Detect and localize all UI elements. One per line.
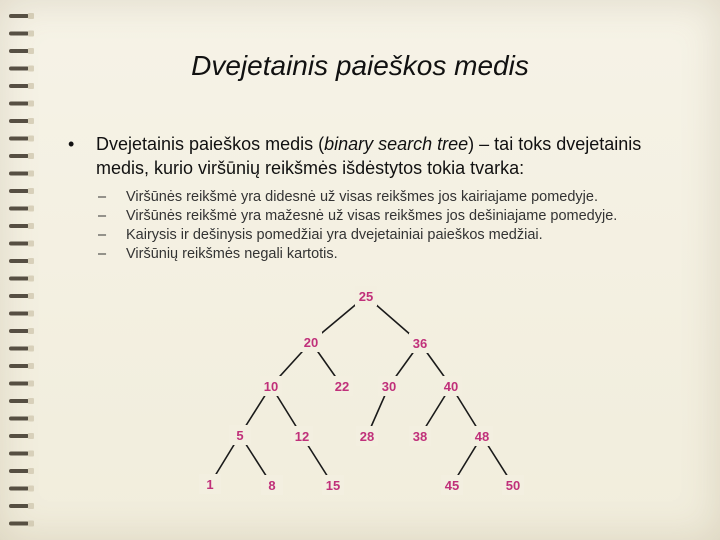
sub-bullet-text: Viršūnės reikšmė yra didesnė už visas reikšmes jos kairiajame pomedyje. [126, 189, 598, 205]
tree-node-36 [409, 333, 431, 353]
tree-node-label: 5 [236, 428, 244, 443]
slide-title: Dvejetainis paieškos medis [191, 50, 529, 81]
tree-node-label: 36 [412, 336, 428, 351]
bullet-text-before: Dvejetainis paieškos medis ( [96, 134, 325, 154]
sub-bullet-text: Viršūnių reikšmės negali kartotis. [126, 246, 338, 262]
tree-node-28 [356, 426, 378, 446]
tree-node-label: 1 [206, 477, 214, 492]
tree-node-label: 15 [325, 478, 341, 493]
tree-node-1 [199, 474, 221, 494]
sub-bullet-text: Kairysis ir dešinysis pomedžiai yra dvejetainiai paieškos medžiai. [126, 227, 543, 243]
bullet-text-italic: binary search tree [324, 134, 469, 154]
tree-node-label: 22 [334, 379, 350, 394]
tree-node-label: 50 [505, 478, 521, 493]
tree-node-10 [260, 376, 282, 396]
tree-node-label: 10 [263, 379, 279, 394]
sub-bullet-marker: – [98, 189, 107, 205]
tree-node-label: 8 [268, 478, 276, 493]
tree-node-12 [291, 426, 313, 446]
tree-node-label: 20 [303, 335, 319, 350]
tree-node-label: 40 [443, 379, 459, 394]
tree-node-label: 25 [358, 289, 374, 304]
tree-node-label: 30 [381, 379, 397, 394]
tree-node-38 [409, 426, 431, 446]
tree-node-8 [261, 475, 283, 495]
sub-bullet-text: Viršūnės reikšmė yra mažesnė už visas reikšmes jos dešiniajame pomedyje. [126, 208, 618, 224]
tree-node-30 [378, 376, 400, 396]
sub-bullet-marker: – [98, 208, 107, 224]
sub-bullet-marker: – [98, 246, 107, 262]
tree-node-25 [355, 286, 377, 306]
tree-node-48 [471, 426, 493, 446]
tree-node-label: 48 [474, 429, 490, 444]
tree-node-label: 12 [294, 429, 310, 444]
tree-node-40 [440, 376, 462, 396]
tree-node-label: 28 [359, 429, 375, 444]
tree-node-5 [229, 425, 251, 445]
tree-node-15 [322, 475, 344, 495]
bullet-text-after: ) – tai toks dvejetainis medis, kurio viršūnių reikšmės išdėstytos tokia tvarka: [96, 134, 642, 178]
tree-node-45 [441, 475, 463, 495]
tree-node-22 [331, 376, 353, 396]
bullet-marker: • [68, 134, 75, 154]
tree-node-50 [502, 475, 524, 495]
tree-node-label: 45 [444, 478, 460, 493]
sub-bullet-marker: – [98, 227, 107, 243]
tree-node-20 [300, 332, 322, 352]
tree-node-label: 38 [412, 429, 428, 444]
